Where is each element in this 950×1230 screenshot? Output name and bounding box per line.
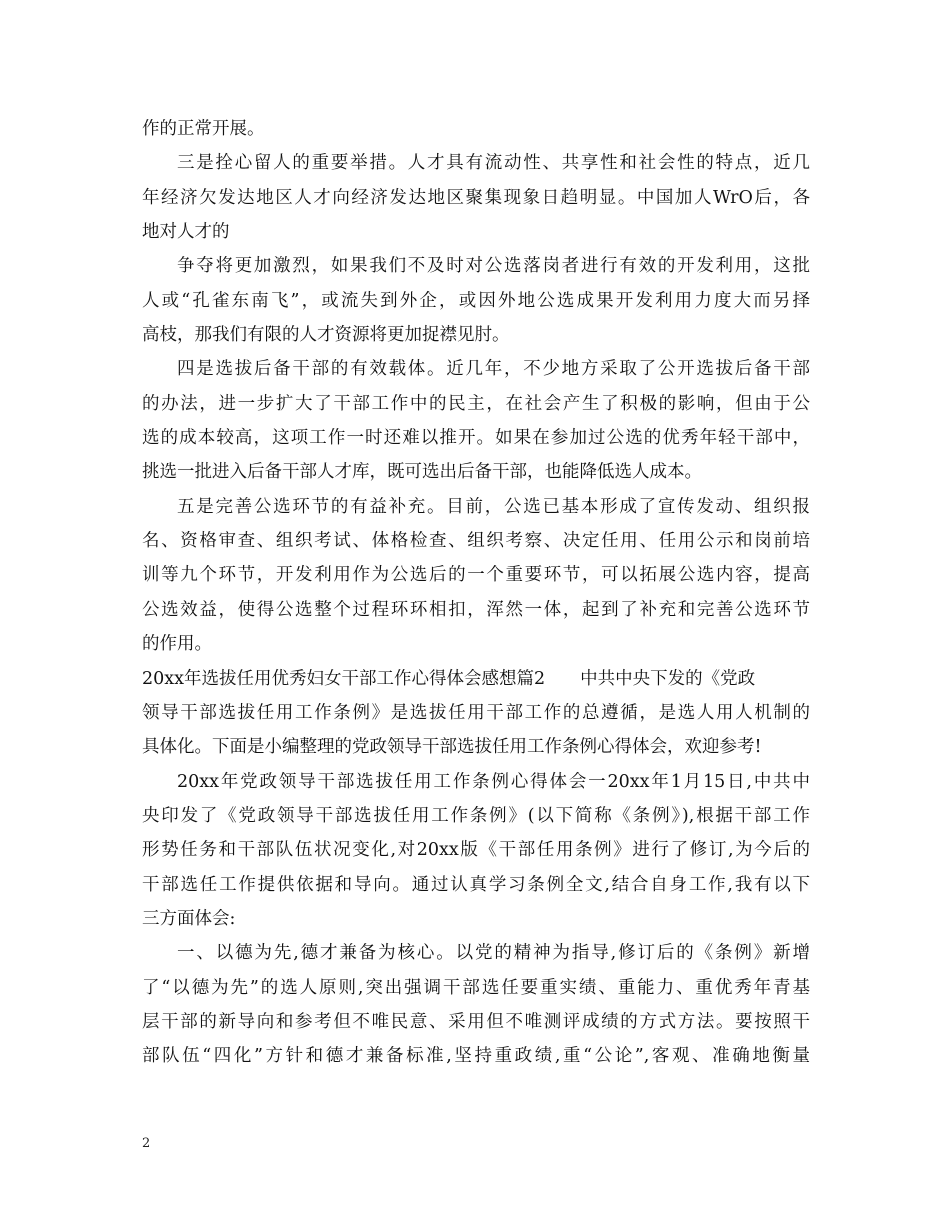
text-line: 名、资格审查、组织考试、体格检查、组织考察、决定任用、任用公示和岗前培	[142, 531, 810, 552]
text-line: 作的正常开展。	[142, 119, 265, 139]
text-line: 争夺将更加激烈，如果我们不及时对公选落岗者进行有效的开发利用，这批	[177, 256, 810, 277]
text-line: 训等九个环节，开发利用作为公选后的一个重要环节，可以拓展公选内容，提高	[142, 565, 810, 586]
text-line: 的作用。	[142, 634, 212, 655]
section-heading-line: 20xx年选拔任用优秀妇女干部工作心得体会感想篇2 中共中央下发的《党政	[142, 668, 756, 689]
text-line: 挑选一批进入后备干部人才库，既可选出后备干部，也能降低选人成本。	[142, 462, 702, 483]
text-line: 一、以德为先,德才兼备为核心。以党的精神为指导,修订后的《条例》新增	[177, 943, 810, 964]
text-line: 三是拴心留人的重要举措。人才具有流动性、共享性和社会性的特点，近几	[177, 153, 810, 174]
text-line: 部队伍“四化”方针和德才兼备标准,坚持重政绩,重“公论”,客观、准确地衡量	[142, 1046, 810, 1067]
text-line: 五是完善公选环节的有益补充。目前，公选已基本形成了宣传发动、组织报	[177, 496, 810, 517]
text-line: 三方面体会:	[142, 908, 236, 929]
text-line: 高枝，那我们有限的人才资源将更加捉襟见肘。	[142, 325, 510, 346]
text-line: 干部选任工作提供依据和导向。通过认真学习条例全文,结合自身工作,我有以下	[142, 874, 810, 895]
text-line: 了“以德为先”的选人原则,突出强调干部选任要重实绩、重能力、重优秀年青基	[142, 977, 810, 998]
text-line: 选的成本较高，这项工作一时还难以推开。如果在参加过公选的优秀年轻干部中，	[142, 428, 810, 449]
text-line: 形势任务和干部队伍状况变化,对20xx版《干部任用条例》进行了修订,为今后的	[142, 840, 810, 861]
text-line: 公选效益，使得公选整个过程环环相扣，浑然一体，起到了补充和完善公选环节	[142, 599, 810, 620]
text-line: 20xx年党政领导干部选拔任用工作条例心得体会一20xx年1月15日,中共中	[177, 771, 810, 792]
text-line: 地对人才的	[142, 222, 230, 243]
text-line: 人或“孔雀东南飞”，或流失到外企，或因外地公选成果开发利用力度大而另择	[142, 290, 810, 311]
text-line: 四是选拔后备干部的有效载体。近几年，不少地方采取了公开选拔后备干部	[177, 359, 810, 380]
text-line: 领导干部选拔任用工作条例》是选拔任用干部工作的总遵循，是选人用人机制的	[142, 702, 810, 723]
page-number: 2	[142, 1136, 151, 1151]
text-line: 的办法，进一步扩大了干部工作中的民主，在社会产生了积极的影响，但由于公	[142, 393, 810, 414]
text-line: 央印发了《党政领导干部选拔任用工作条例》(以下简称《条例》),根据干部工作	[142, 805, 810, 826]
text-line: 层干部的新导向和参考但不唯民意、采用但不唯测评成绩的方式方法。要按照干	[142, 1011, 810, 1032]
text-line: 年经济欠发达地区人才向经济发达地区聚集现象日趋明显。中国加人WrO后，各	[142, 187, 810, 208]
text-line: 具体化。下面是小编整理的党政领导干部选拔任用工作条例心得体会，欢迎参考!	[142, 737, 762, 758]
document-body	[142, 112, 810, 1074]
